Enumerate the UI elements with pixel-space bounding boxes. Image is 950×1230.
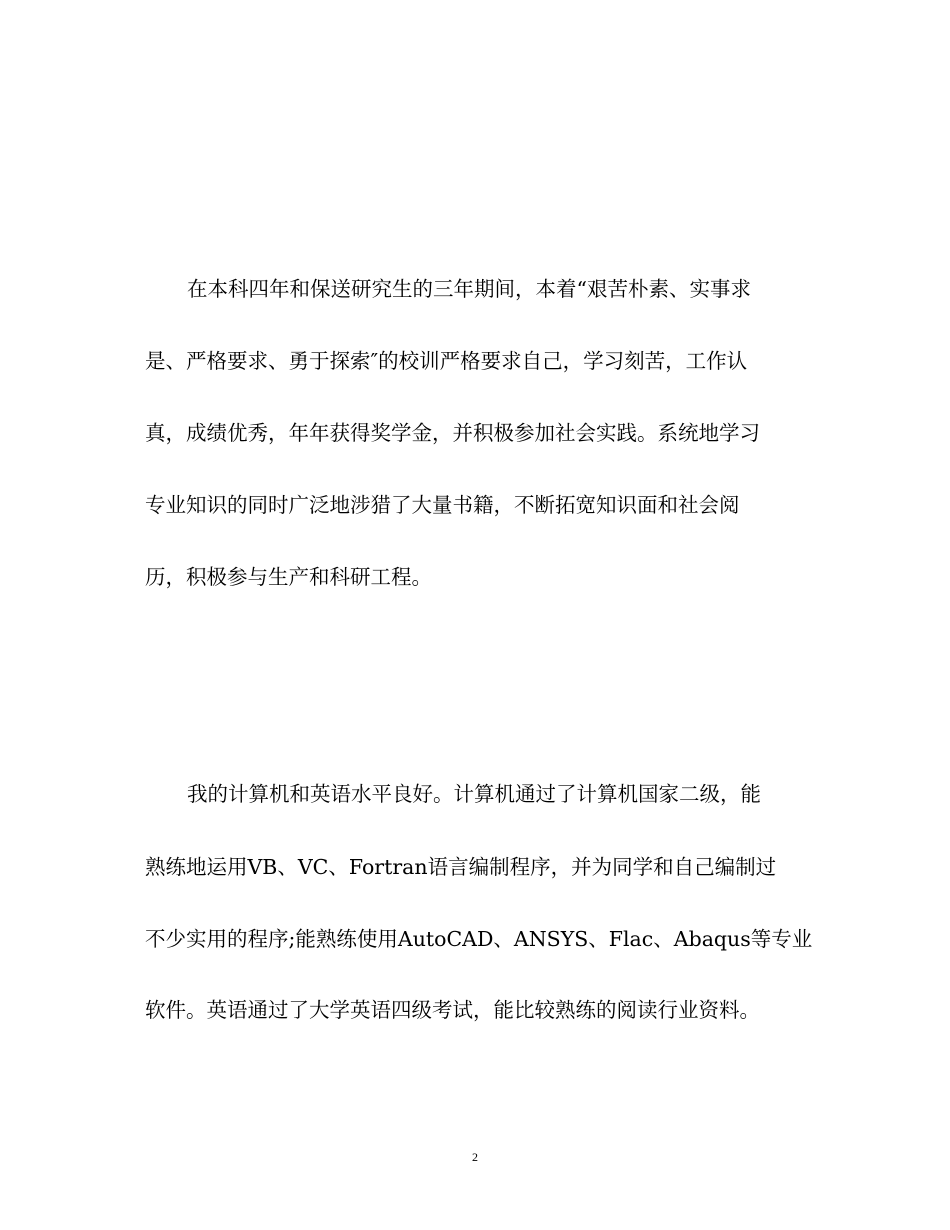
paragraph-line: 熟练地运用VB、VC、Fortran语言编制程序，并为同学和自己编制过 — [145, 855, 777, 879]
paragraph-line: 历，积极参与生产和科研工程。 — [145, 565, 432, 589]
paragraph-line: 专业知识的同时广泛地涉猎了大量书籍，不断拓宽知识面和社会阅 — [145, 493, 740, 517]
paragraph-line: 软件。英语通过了大学英语四级考试，能比较熟练的阅读行业资料。 — [145, 998, 760, 1022]
page-number: 2 — [472, 1150, 478, 1164]
paragraph-line: 是、严格要求、勇于探索″的校训严格要求自己，学习刻苦，工作认 — [145, 349, 748, 373]
paragraph-line: 我的计算机和英语水平良好。计算机通过了计算机国家二级，能 — [187, 782, 761, 806]
paragraph-line: 在本科四年和保送研究生的三年期间，本着“艰苦朴素、实事求 — [187, 277, 751, 301]
paragraph-line: 不少实用的程序;能熟练使用AutoCAD、ANSYS、Flac、Abaqus等专业 — [145, 927, 813, 951]
paragraph-line: 真，成绩优秀，年年获得奖学金，并积极参加社会实践。系统地学习 — [145, 421, 760, 445]
